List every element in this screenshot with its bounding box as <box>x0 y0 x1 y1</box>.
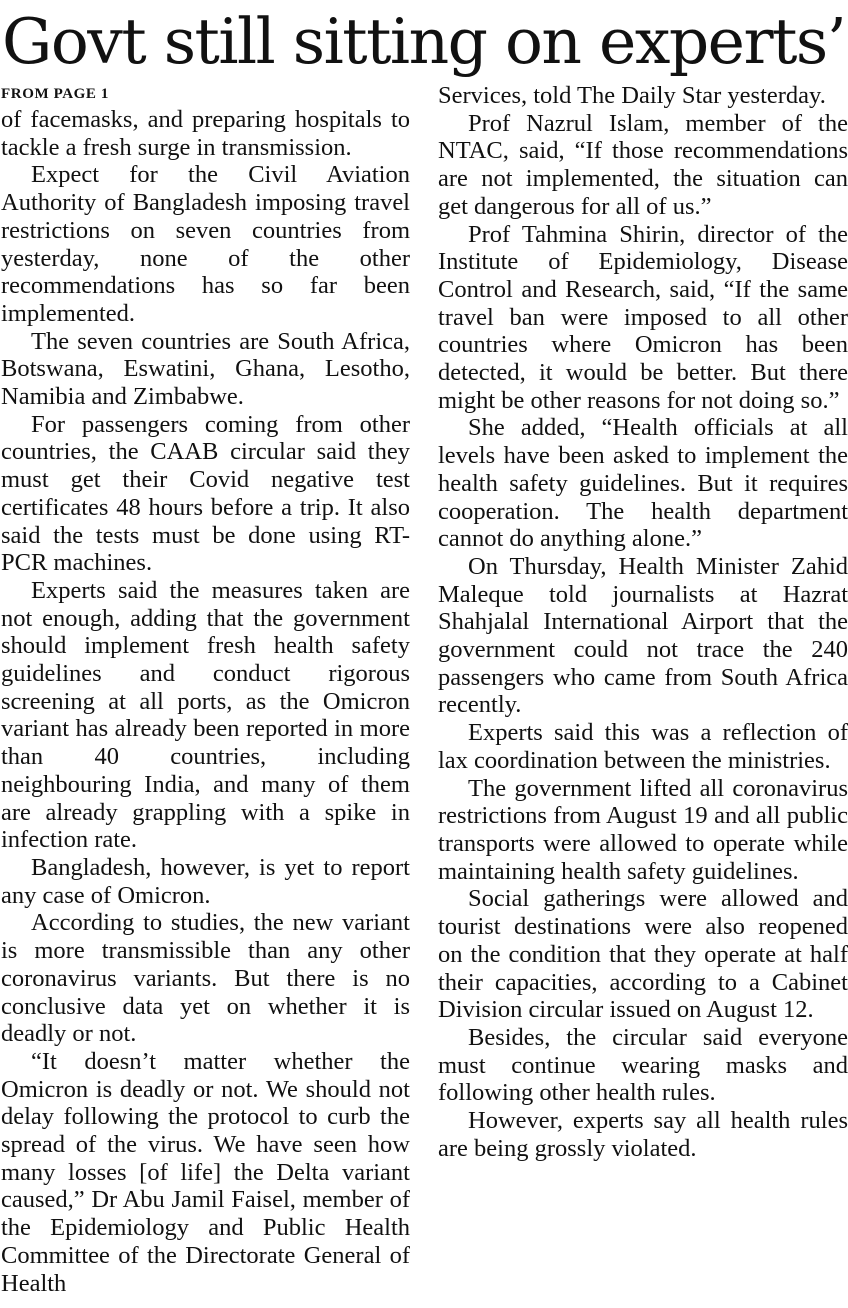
article-column-left <box>1 82 410 1304</box>
paragraph: Services, told The Daily Star yesterday. <box>438 82 826 109</box>
paragraph: Besides, the circular said everyone must continue wearing masks and following other health rules. <box>438 1023 848 1107</box>
paragraph: Experts said the measures taken are not enough, adding that the government should implement fresh health safety guidelines and conduct rigorous screening at all ports, as the Omicron variant has already been reported in more than 40 countries, including neighbouring India, and many of them are already grappling with a spike in infection rate. <box>1 576 410 854</box>
paragraph: She added, “Health officials at all levels have been asked to implement the health safety guidelines. But it requires cooperation. The health department cannot do anything alone.” <box>438 414 848 553</box>
jump-label: FROM PAGE 1 <box>1 86 109 102</box>
paragraph: Experts said this was a reflection of lax coordination between the ministries. <box>438 719 848 774</box>
headline: Govt still sitting on experts’ <box>2 5 846 78</box>
paragraph: Prof Nazrul Islam, member of the NTAC, said, “If those recommendations are not implemented, the situation can get dangerous for all of us.” <box>438 109 848 220</box>
paragraph: “It doesn’t matter whether the Omicron is deadly or not. We should not delay following the protocol to curb the spread of the virus. We have seen how many losses [of life] the Delta variant caused,” Dr Abu Jamil Faisel, member of the Epidemiology and Public Health Committee of the Directorate General of Health <box>1 1047 410 1297</box>
paragraph: On Thursday, Health Minister Zahid Maleque told journalists at Hazrat Shahjalal International Airport that the government could not trace the 240 passengers who came from South Africa recently. <box>438 552 848 719</box>
paragraph: However, experts say all health rules are being grossly violated. <box>438 1107 848 1162</box>
paragraph: For passengers coming from other countries, the CAAB circular said they must get their Covid negative test certificates 48 hours before a trip. It also said the tests must be done using RT-PCR machines. <box>1 410 410 577</box>
paragraph: The seven countries are South Africa, Botswana, Eswatini, Ghana, Lesotho, Namibia and Zimbabwe. <box>1 327 410 411</box>
paragraph: of facemasks, and preparing hospitals to tackle a fresh surge in transmission. <box>1 106 410 161</box>
paragraph: Expect for the Civil Aviation Authority of Bangladesh imposing travel restrictions on seven countries from yesterday, none of the other recommendations has so far been implemented. <box>1 161 410 327</box>
article-column-right <box>438 82 848 1304</box>
paragraph: Prof Tahmina Shirin, director of the Institute of Epidemiology, Disease Control and Research, said, “If the same travel ban were imposed to all other countries where Omicron has been detected, it would be better. But there might be other reasons for not doing so.” <box>438 220 848 414</box>
paragraph: Bangladesh, however, is yet to report any case of Omicron. <box>1 853 410 909</box>
paragraph: The government lifted all coronavirus restrictions from August 19 and all public transports were allowed to operate while maintaining health safety guidelines. <box>438 774 848 885</box>
paragraph: According to studies, the new variant is more transmissible than any other coronavirus variants. But there is no conclusive data yet on whether it is deadly or not. <box>1 909 410 1048</box>
paragraph: Social gatherings were allowed and tourist destinations were also reopened on the condition that they operate at half their capacities, according to a Cabinet Division circular issued on August 12. <box>438 885 848 1024</box>
